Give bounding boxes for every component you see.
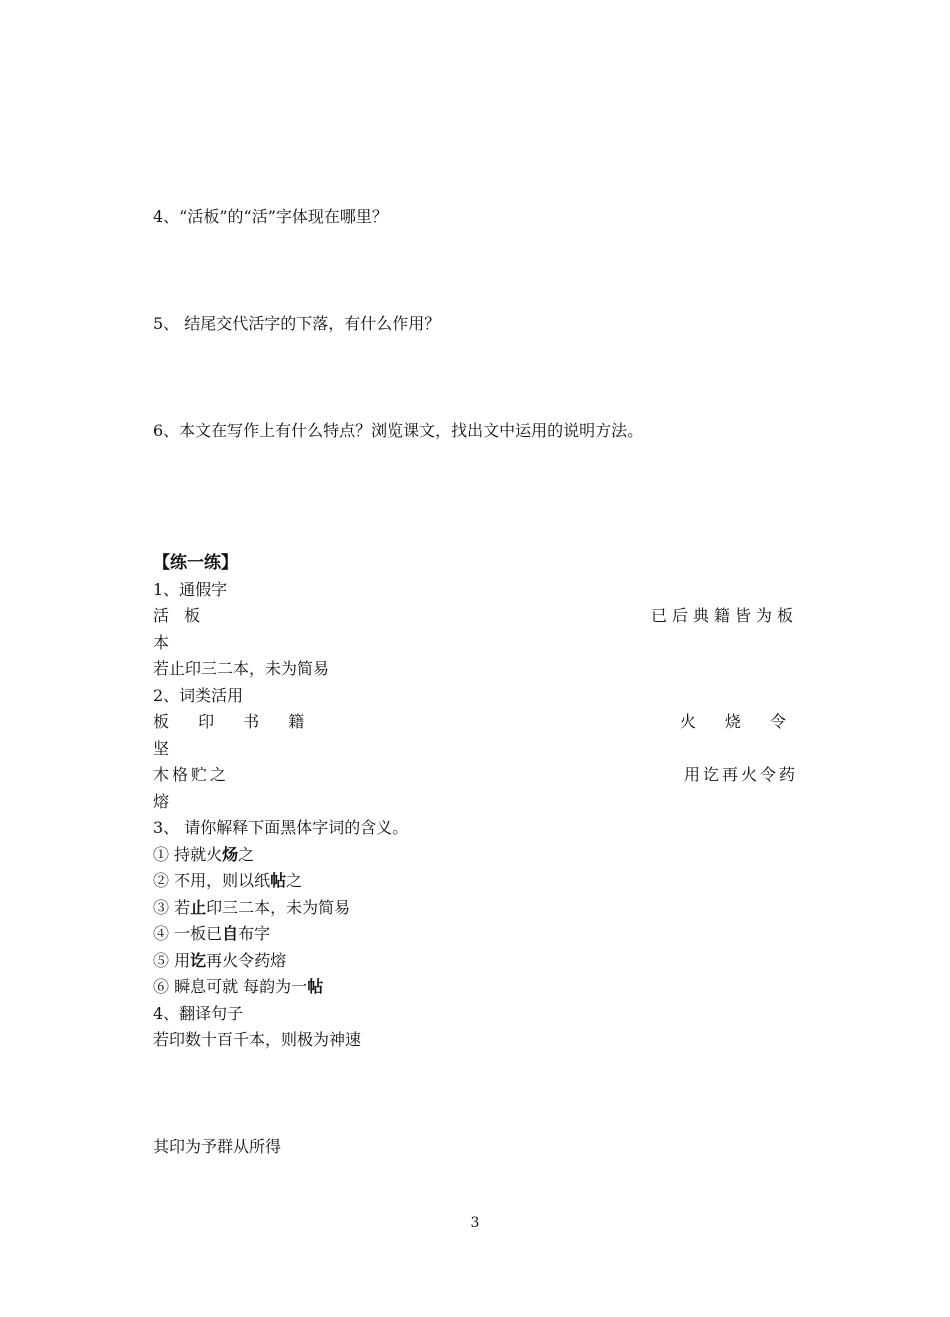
- translate-sentence-1: 若印数十百千本，则极为神速: [153, 1030, 362, 1049]
- section-2-left-text-2: 木格贮之: [153, 765, 230, 784]
- term-item-prefix: ① 持就火: [153, 845, 223, 864]
- term-item: [153, 951, 286, 971]
- page-number: 3: [470, 1215, 480, 1231]
- term-item-bold-word: 止: [190, 898, 207, 917]
- term-item-suffix: 之: [238, 845, 255, 864]
- term-item-bold-word: 帖: [307, 977, 324, 996]
- question-5: 5、 结尾交代活字的下落，有什么作用？: [153, 314, 441, 333]
- term-item-prefix: ④ 一板已: [153, 924, 223, 943]
- term-item-prefix: ③ 若: [153, 898, 191, 917]
- question-6: 6、本文在写作上有什么特点？浏览课文，找出文中运用的说明方法。: [153, 421, 644, 440]
- section-1-left-text: 活 板: [153, 606, 206, 625]
- term-item: [153, 871, 302, 891]
- section-1-title: 1、通假字: [153, 580, 228, 599]
- term-item: [153, 977, 323, 997]
- term-item-prefix: ② 不用，则以纸: [153, 871, 271, 890]
- section-2-wrap-text-2: 熔: [153, 792, 170, 811]
- section-4-title: 4、翻译句子: [153, 1004, 244, 1023]
- section-2-left-text: 板 印 书 籍: [153, 712, 317, 731]
- term-item-suffix: 印三二本，未为简易: [206, 898, 351, 917]
- section-1-right-text: 已后典籍皆为板: [650, 606, 798, 625]
- term-item-suffix: 布字: [238, 924, 271, 943]
- question-4: 4、“活板”的“活”字体现在哪里？: [153, 207, 388, 226]
- section-2-wrap-text: 坚: [153, 739, 170, 758]
- term-item: [153, 924, 270, 944]
- term-item: [153, 898, 350, 918]
- term-item-bold-word: 炀: [222, 845, 239, 864]
- term-item-bold-word: 讫: [190, 951, 207, 970]
- section-3-title: 3、 请你解释下面黑体字词的含义。: [153, 818, 409, 837]
- term-item-bold-word: 帖: [270, 871, 287, 890]
- section-2-title: 2、词类活用: [153, 686, 244, 705]
- term-item-suffix: 再火令药熔: [206, 951, 287, 970]
- term-item-prefix: ⑥ 瞬息可就 每韵为一: [153, 977, 308, 996]
- practice-heading: 【练一练】: [153, 553, 238, 573]
- term-item-suffix: 之: [286, 871, 303, 890]
- term-item-bold-word: 自: [222, 924, 239, 943]
- section-2-right-text-2: 用讫再火令药: [683, 765, 798, 784]
- section-2-right-text: 火 烧 令: [679, 712, 798, 731]
- translate-sentence-2: 其印为予群从所得: [153, 1137, 282, 1156]
- term-item: [153, 845, 254, 865]
- section-1-wrap-text: 本: [153, 633, 170, 652]
- section-1-line-3: 若止印三二本，未为简易: [153, 659, 330, 678]
- term-item-prefix: ⑤ 用: [153, 951, 191, 970]
